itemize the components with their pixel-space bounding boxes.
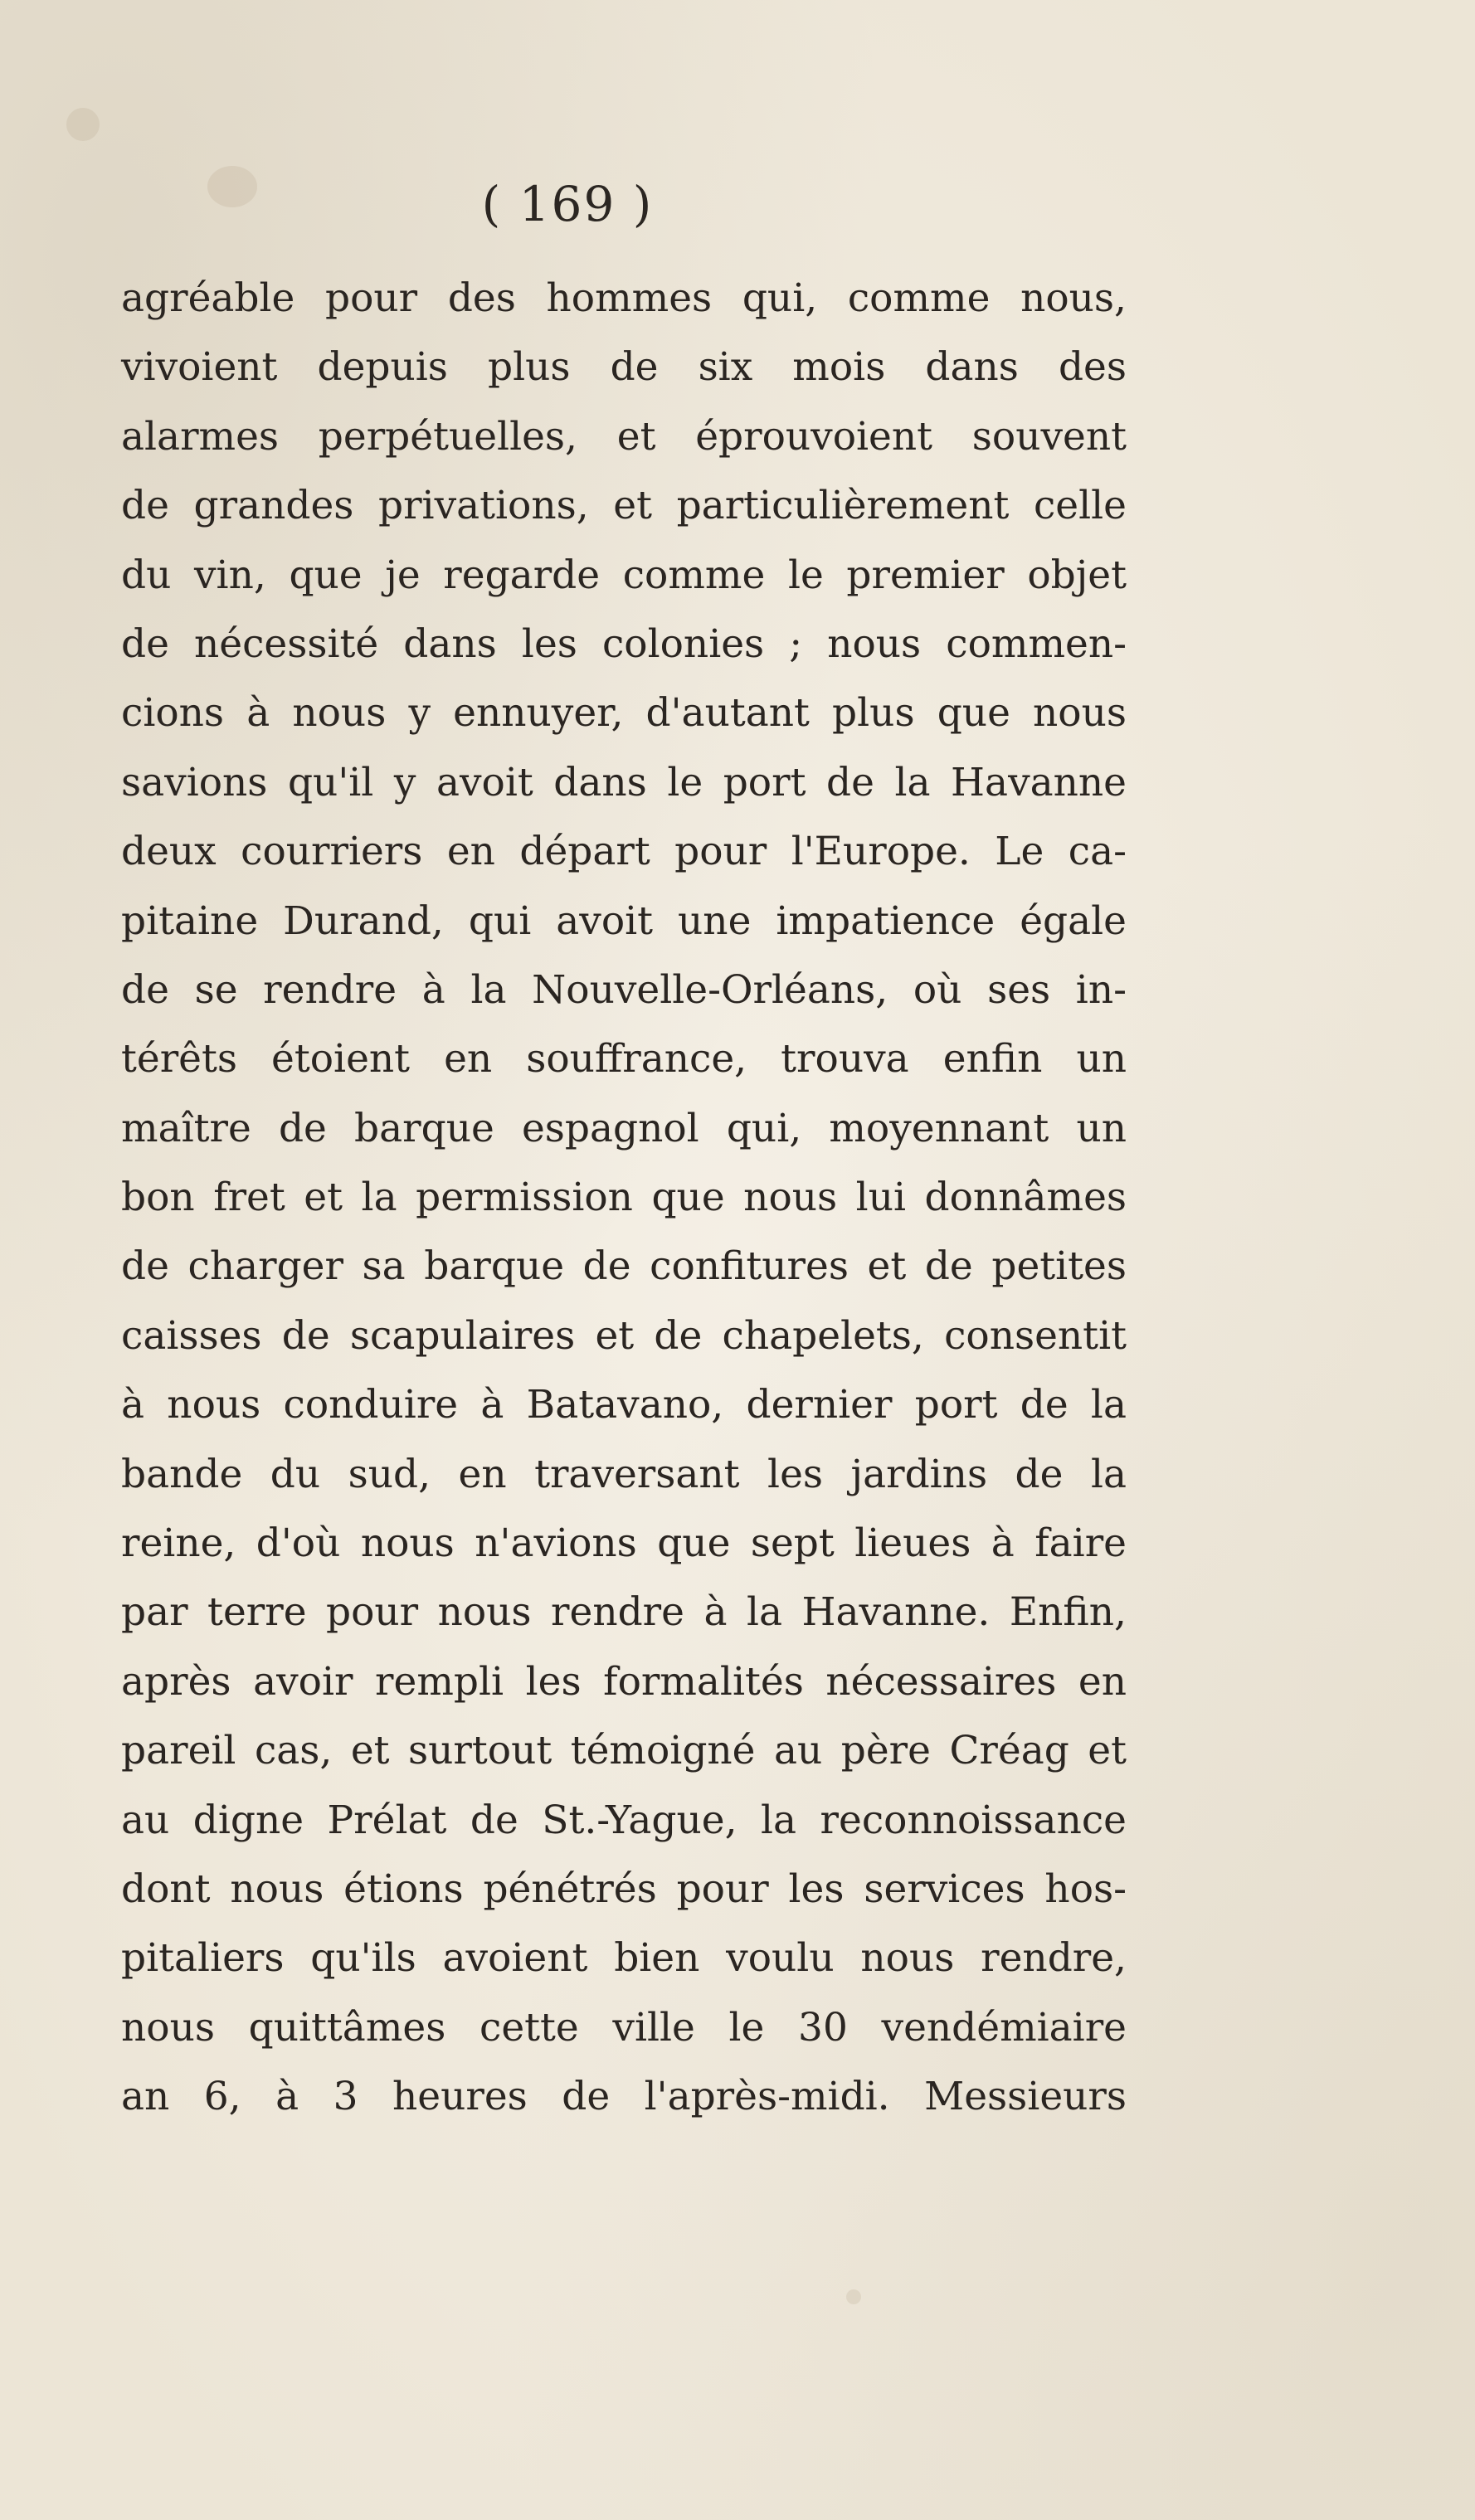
text-line: reine, d'où nous n'avions que sept lieues à faire <box>121 1520 1127 1567</box>
text-line: deux courriers en départ pour l'Europe. Le ca- <box>121 829 1127 875</box>
text-line: pareil cas, et surtout témoigné au père Créag et <box>121 1728 1127 1774</box>
text-line: après avoir rempli les formalités nécessaires en <box>121 1658 1127 1705</box>
text-line: alarmes perpétuelles, et éprouvoient souvent <box>121 413 1127 460</box>
text-line: cions à nous y ennuyer, d'autant plus que nous <box>121 690 1127 737</box>
text-line: à nous conduire à Batavano, dernier port de la <box>121 1382 1127 1428</box>
text-line: de se rendre à la Nouvelle-Orléans, où ses in- <box>121 966 1127 1013</box>
body-text <box>121 264 1127 2132</box>
text-line: bande du sud, en traversant les jardins de la <box>121 1451 1127 1497</box>
paper-stain <box>66 108 100 141</box>
text-line: du vin, que je regarde comme le premier objet <box>121 552 1127 598</box>
text-line: au digne Prélat de St.-Yague, la reconnoissance <box>121 1797 1127 1843</box>
text-line: par terre pour nous rendre à la Havanne. Enfin, <box>121 1589 1127 1636</box>
text-line: savions qu'il y avoit dans le port de la Havanne <box>121 759 1127 805</box>
text-line: de grandes privations, et particulièrement celle <box>121 483 1127 529</box>
text-line: caisses de scapulaires et de chapelets, consentit <box>121 1312 1127 1359</box>
page-number: ( 169 ) <box>481 176 654 232</box>
paper-stain <box>846 2289 861 2304</box>
text-line: de nécessité dans les colonies ; nous commen- <box>121 620 1127 667</box>
text-line: de charger sa barque de confitures et de petites <box>121 1243 1127 1290</box>
text-line: bon fret et la permission que nous lui donnâmes <box>121 1175 1127 1221</box>
text-line: agréable pour des hommes qui, comme nous, <box>121 275 1127 321</box>
text-line: térêts étoient en souffrance, trouva enfin un <box>121 1036 1127 1082</box>
text-line: pitaine Durand, qui avoit une impatience égale <box>121 898 1127 944</box>
text-line: vivoient depuis plus de six mois dans des <box>121 344 1127 391</box>
text-line: an 6, à 3 heures de l'après-midi. Messieurs <box>121 2074 1127 2120</box>
text-line: maître de barque espagnol qui, moyennant un <box>121 1105 1127 1151</box>
text-line: dont nous étions pénétrés pour les services hos- <box>121 1866 1127 1912</box>
text-line: nous quittâmes cette ville le 30 vendémiaire <box>121 2004 1127 2051</box>
text-line: pitaliers qu'ils avoient bien voulu nous rendre, <box>121 1935 1127 1982</box>
